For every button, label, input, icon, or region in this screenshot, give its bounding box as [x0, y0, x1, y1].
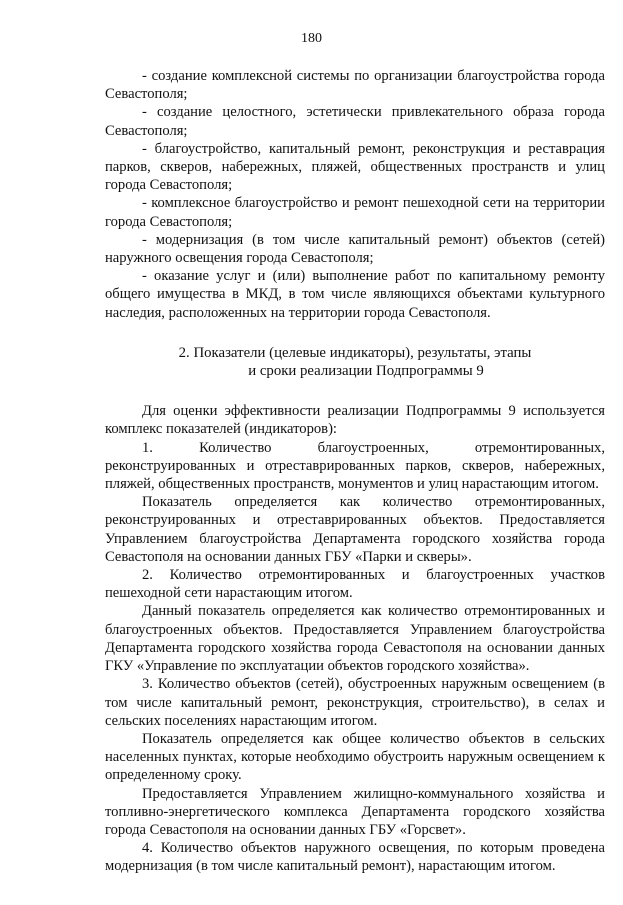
- paragraph: 1. Количество благоустроенных, отремонтированных, реконструированных и отреставрированных парков, скверов, набережных, пляжей, общественных пространств, монументов и улиц нарастающим итогом.: [105, 439, 605, 493]
- section-heading-line-2: и сроки реализации Подпрограммы 9: [248, 363, 484, 380]
- section-heading-line-1: 2. Показатели (целевые индикаторы), результаты, этапы: [178, 344, 532, 361]
- bullet-item: - создание целостного, эстетически привлекательного образа города Севастополя;: [105, 104, 605, 139]
- paragraph: 4. Количество объектов наружного освещения, по которым проведена модернизация (в том числе капитальный ремонт), нарастающим итогом.: [105, 840, 605, 875]
- document-body: [105, 67, 605, 876]
- paragraph: Предоставляется Управлением жилищно-коммунального хозяйства и топливно-энергетического комплекса Департамента городского хозяйства города Севастополя на основании данных ГБУ «Горсвет».: [105, 785, 605, 838]
- paragraph: Показатель определяется как количество отремонтированных, реконструированных и отреставрированных объектов. Предоставляется Управлением благоустройства Департамента городского хозяйства города Севастополя на основании данных ГБУ «Парки и скверы».: [105, 494, 605, 565]
- bullet-item: - создание комплексной системы по организации благоустройства города Севастополя;: [105, 68, 605, 103]
- paragraph: Для оценки эффективности реализации Подпрограммы 9 используется комплекс показателей (индикаторов):: [105, 403, 605, 438]
- bullet-item: - модернизация (в том числе капитальный ремонт) объектов (сетей) наружного освещения города Севастополя;: [105, 231, 605, 267]
- bullet-item: - комплексное благоустройство и ремонт пешеходной сети на территории города Севастополя;: [105, 195, 605, 230]
- section-heading: [105, 344, 605, 380]
- bullet-item: - оказание услуг и (или) выполнение работ по капитальному ремонту общего имущества в МКД, в том числе являющихся объектами культурного наследия, расположенных на территории города Севастополя.: [105, 268, 605, 321]
- page-number: 180: [301, 31, 322, 46]
- paragraph: Показатель определяется как общее количество объектов в сельских населенных пунктах, которые необходимо обустроить наружным освещением к определенному сроку.: [105, 730, 605, 784]
- paragraph: Данный показатель определяется как количество отремонтированных и благоустроенных объектов. Предоставляется Управлением благоустройства Департамента городского хозяйства города Севастополя на основании данных ГКУ «Управление по эксплуатации объектов городского хозяйства».: [105, 603, 605, 675]
- bullet-item: - благоустройство, капитальный ремонт, реконструкция и реставрация парков, скверов, набережных, пляжей, общественных пространств и улиц города Севастополя;: [105, 140, 605, 194]
- paragraph: 2. Количество отремонтированных и благоустроенных участков пешеходной сети нарастающим итогом.: [105, 567, 605, 602]
- paragraph: 3. Количество объектов (сетей), обустроенных наружным освещением (в том числе капитальный ремонт, реконструкция, строительство), в селах и сельских поселениях нарастающим итогом.: [105, 676, 605, 729]
